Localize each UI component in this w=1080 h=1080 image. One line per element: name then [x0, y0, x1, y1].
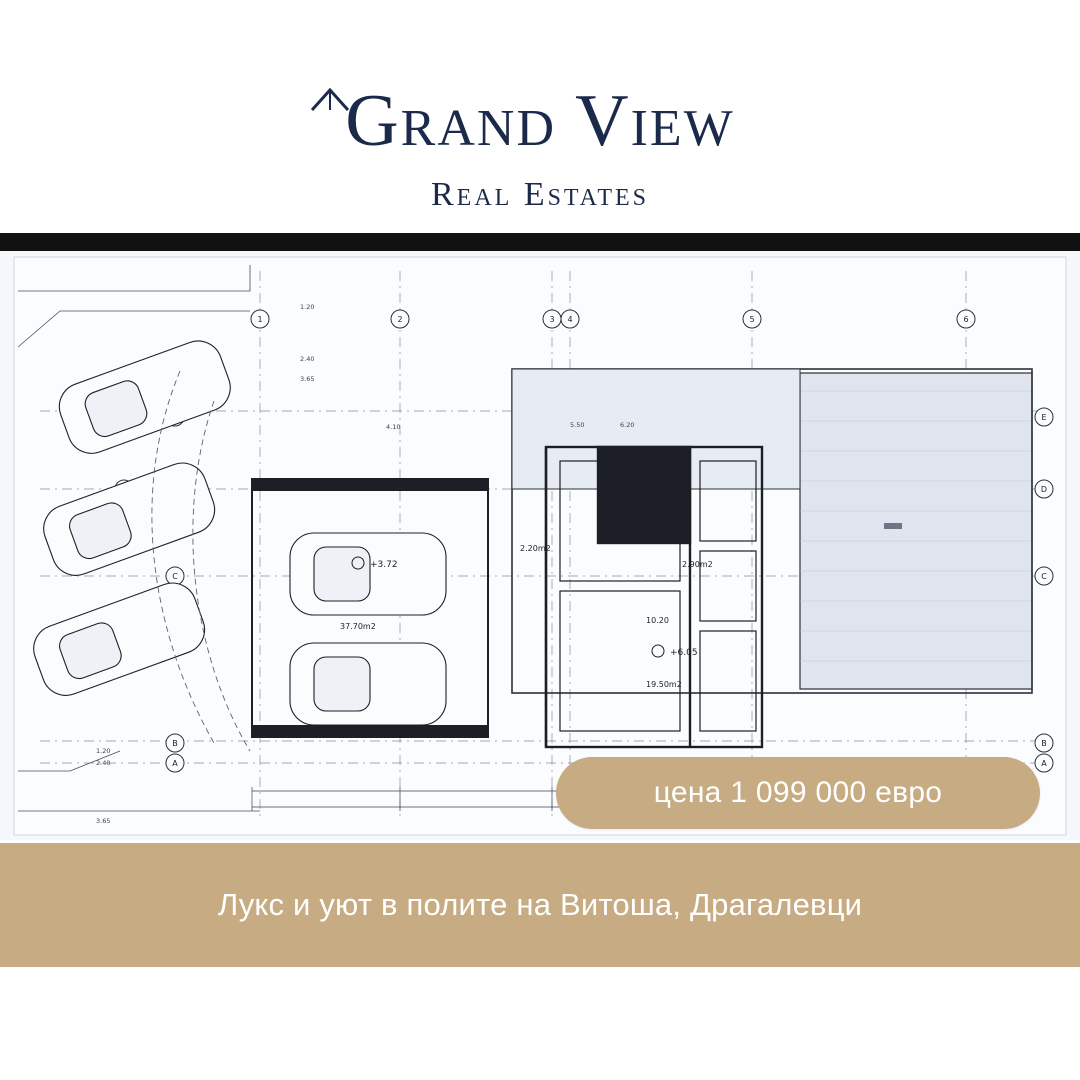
svg-text:D: D — [1040, 485, 1048, 494]
svg-text:3.65: 3.65 — [96, 817, 111, 825]
svg-text:5.50: 5.50 — [570, 421, 585, 429]
svg-text:C: C — [1041, 572, 1047, 581]
brand-header — [0, 72, 1080, 232]
house-roof-icon — [310, 86, 350, 112]
caption-text: Лукс и уют в полите на Витоша, Драгалевци — [217, 887, 863, 922]
svg-text:B: B — [1041, 739, 1047, 748]
svg-text:3.65: 3.65 — [300, 375, 315, 383]
svg-text:2.20m2: 2.20m2 — [520, 544, 551, 553]
price-label: цена 1 099 000 евро — [653, 776, 943, 809]
svg-text:5: 5 — [749, 315, 755, 324]
svg-text:37.70m2: 37.70m2 — [340, 622, 376, 631]
svg-text:2: 2 — [397, 315, 403, 324]
svg-text:A: A — [1041, 759, 1047, 768]
bottom-margin — [0, 967, 1080, 1080]
svg-text:B: B — [172, 739, 178, 748]
svg-text:+3.72: +3.72 — [370, 560, 398, 570]
svg-text:C: C — [172, 572, 178, 581]
svg-text:6.20: 6.20 — [620, 421, 635, 429]
svg-text:2.40: 2.40 — [300, 355, 315, 363]
svg-text:10.20: 10.20 — [646, 616, 669, 625]
svg-text:A: A — [172, 759, 178, 768]
svg-text:19.50m2: 19.50m2 — [646, 680, 682, 689]
brand-subtitle: Real Estates — [413, 176, 667, 213]
svg-text:6: 6 — [963, 315, 969, 324]
svg-text:4: 4 — [567, 315, 573, 324]
brand-title-row — [0, 80, 1080, 162]
price-badge — [556, 757, 1040, 829]
brand-subtitle-wrap — [0, 172, 1080, 218]
site-plan-image — [0, 251, 1080, 840]
divider-band — [0, 233, 1080, 251]
brand-subtitle-row — [0, 172, 1080, 218]
svg-text:2.90m2: 2.90m2 — [682, 560, 713, 569]
svg-text:1.20: 1.20 — [96, 747, 111, 755]
svg-text:4.10: 4.10 — [386, 423, 401, 431]
caption-band — [0, 843, 1080, 967]
svg-text:E: E — [1041, 413, 1047, 422]
svg-text:3: 3 — [549, 315, 555, 324]
svg-text:1.20: 1.20 — [300, 303, 315, 311]
top-margin — [0, 0, 1080, 72]
brand-title: Grand View — [345, 80, 735, 162]
svg-text:2.40: 2.40 — [96, 759, 111, 767]
svg-text:+6.05: +6.05 — [670, 648, 698, 658]
site-plan-drawing — [0, 251, 1080, 840]
svg-text:1: 1 — [257, 315, 263, 324]
